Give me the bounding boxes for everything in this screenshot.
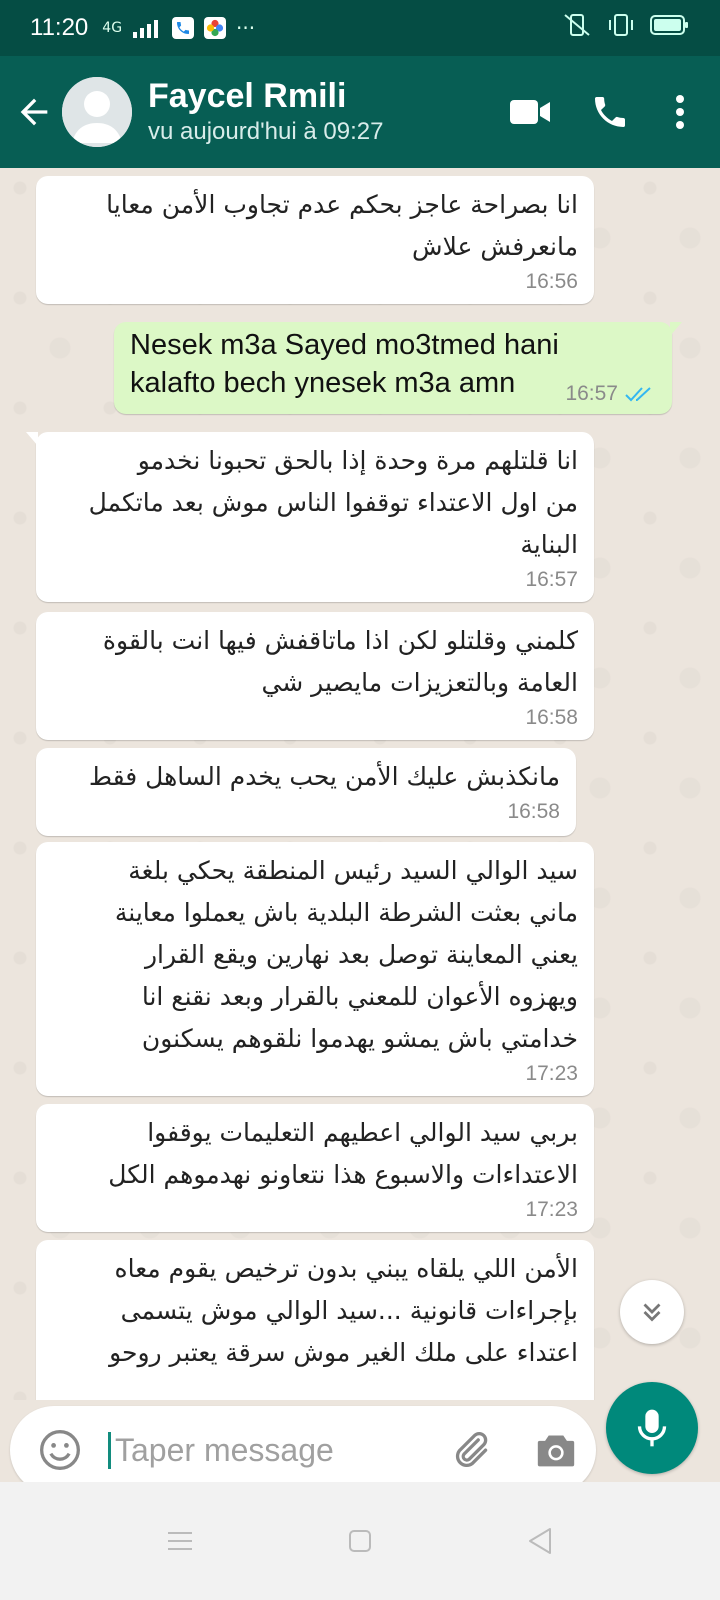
more-vertical-icon	[674, 94, 686, 130]
camera-button[interactable]	[526, 1420, 586, 1480]
message-line: كلمني وقلتلو لكن اذا ماتاقفش فيها انت بالقوة	[102, 626, 578, 655]
emoji-button[interactable]	[30, 1420, 90, 1480]
arrow-left-icon	[14, 92, 54, 132]
bubble-tail	[670, 322, 682, 336]
triangle-back-icon	[527, 1527, 553, 1555]
double-chevron-down-icon	[637, 1297, 667, 1327]
message-text	[54, 1248, 578, 1374]
message-incoming[interactable]	[36, 612, 594, 740]
message-incoming[interactable]	[36, 1240, 594, 1400]
square-icon	[348, 1529, 372, 1553]
message-line: مانكذبش عليك الأمن يحب يخدم الساهل فقط	[88, 762, 560, 791]
contact-name: Faycel Rmili	[148, 77, 347, 115]
message-text	[54, 1112, 578, 1196]
network-type-icon	[102, 20, 122, 36]
video-call-button[interactable]	[490, 77, 570, 147]
message-time: 17:23	[525, 1062, 578, 1085]
back-button[interactable]	[6, 84, 62, 140]
battery-icon	[650, 13, 690, 43]
phone-notification-icon	[172, 17, 194, 39]
more-notifications-icon: ···	[236, 16, 256, 40]
phone-icon	[590, 92, 630, 132]
message-line: بإجراءات قانونية ...سيد الوالي موش يتسمى	[120, 1296, 578, 1325]
message-line: انا بصراحة عاجز بحكم عدم تجاوب الأمن معايا	[106, 190, 578, 219]
message-line: يعني المعاينة توصل بعد نهارين ويقع القرار	[144, 940, 578, 969]
message-line: اعتداء على ملك الغير موش سرقة يعتبر روحو	[109, 1338, 578, 1367]
message-incoming[interactable]	[36, 748, 576, 836]
message-line: ويهزوه الأعوان للمعني بالقرار وبعد نقنع انا	[141, 982, 578, 1011]
message-input[interactable]	[108, 1432, 428, 1469]
message-line: Nesek m3a Sayed mo3tmed hani	[130, 329, 559, 361]
message-line: البناية	[520, 530, 578, 559]
camera-icon	[534, 1430, 578, 1470]
message-outgoing[interactable]	[114, 322, 672, 414]
message-time: 17:23	[525, 1198, 578, 1221]
message-text	[54, 440, 578, 566]
message-line: من اول الاعتداء توقفوا الناس موش بعد ماتكمل	[88, 488, 578, 517]
signal-icon	[132, 18, 162, 38]
status-time: 11:20	[30, 14, 89, 41]
message-text	[54, 756, 560, 798]
paperclip-icon	[448, 1428, 492, 1472]
message-line: انا قلتلهم مرة وحدة إذا بالحق تحبونا نخدمو	[137, 446, 578, 475]
message-incoming[interactable]	[36, 176, 594, 304]
menu-lines-icon	[167, 1530, 193, 1552]
bubble-tail	[26, 432, 38, 446]
chat-area[interactable]	[0, 168, 720, 1400]
vibrate-off-icon	[562, 12, 592, 44]
system-nav-bar	[0, 1482, 720, 1600]
message-line: سيد الوالي السيد رئيس المنطقة يحكي بلغة	[128, 856, 578, 885]
emoji-icon	[38, 1428, 82, 1472]
contact-info[interactable]	[148, 76, 383, 148]
voice-message-button[interactable]	[606, 1382, 698, 1474]
vibrate-icon	[606, 12, 636, 44]
microphone-icon	[632, 1406, 672, 1450]
message-time: 16:58	[507, 800, 560, 823]
message-line: kalafto bech ynesek m3a amn	[130, 367, 516, 399]
more-options-button[interactable]	[650, 77, 710, 147]
message-line: مانعرفش علاش	[412, 232, 578, 261]
avatar[interactable]	[62, 77, 132, 147]
network-type-label: 4G	[102, 20, 123, 36]
message-time: 16:58	[525, 706, 578, 729]
home-button[interactable]	[340, 1521, 380, 1561]
message-time: 16:57	[565, 382, 618, 405]
message-line: الأمن اللي يلقاه يبني بدون ترخيص يقوم معاه	[114, 1254, 578, 1283]
message-text	[54, 620, 578, 704]
chat-header	[0, 56, 720, 168]
scroll-to-bottom-button[interactable]	[620, 1280, 684, 1344]
message-line: خدامتي باش يمشو يهدموا نلقوهم يسكنون	[141, 1024, 578, 1053]
video-camera-icon	[508, 96, 552, 128]
last-seen: vu aujourd'hui à 09:27	[148, 118, 384, 145]
message-line: بربي سيد الوالي اعطيهم التعليمات يوقفوا	[147, 1118, 578, 1147]
double-check-read-icon	[624, 384, 658, 404]
default-avatar-icon	[62, 77, 132, 147]
recent-apps-button[interactable]	[160, 1521, 200, 1561]
status-bar	[0, 0, 720, 56]
message-line: العامة وبالتعزيزات مايصير شي	[261, 668, 578, 697]
message-incoming[interactable]	[36, 432, 594, 602]
message-text	[54, 850, 578, 1060]
message-incoming[interactable]	[36, 1104, 594, 1232]
message-line: الاعتداءات والاسبوع هذا نتعاونو نهدموهم الكل	[108, 1160, 578, 1189]
photos-notification-icon	[204, 17, 226, 39]
message-incoming[interactable]	[36, 842, 594, 1096]
message-line: ماني بعثت الشرطة البلدية باش يعملوا معاينة	[114, 898, 578, 927]
message-text	[54, 184, 578, 268]
message-time: 16:57	[525, 568, 578, 591]
attach-button[interactable]	[440, 1420, 500, 1480]
message-time: 16:56	[525, 270, 578, 293]
nav-back-button[interactable]	[520, 1521, 560, 1561]
compose-field	[10, 1406, 596, 1494]
voice-call-button[interactable]	[570, 77, 650, 147]
